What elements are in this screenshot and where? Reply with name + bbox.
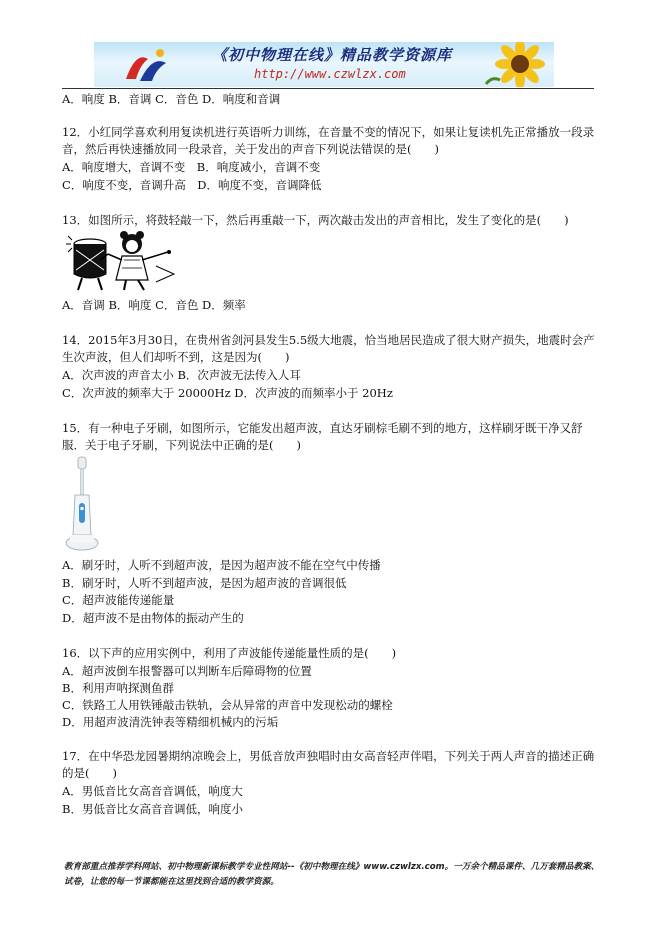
header-divider (62, 88, 594, 89)
question-12-options-cd: C．响度不变，音调升高 D．响度不变，音调降低 (62, 178, 322, 192)
prev-answer-options: A．响度 B．音调 C．音色 D．响度和音调 (62, 92, 281, 106)
header-banner (94, 42, 554, 87)
question-17-option-b: B．男低音比女高音音调低，响度小 (62, 802, 243, 816)
question-14-options-ab: A．次声波的声音太小 B．次声波无法传入人耳 (62, 368, 301, 382)
question-16-option-a: A．超声波倒车报警器可以判断车后障碍物的位置 (62, 664, 312, 678)
question-16-option-d: D．用超声波清洗钟表等精细机械内的污垢 (62, 715, 279, 729)
electric-toothbrush-figure (64, 455, 104, 555)
sunflower-icon (482, 42, 552, 87)
drum-girl-figure (64, 230, 176, 292)
question-17-option-a: A．男低音比女高音音调低，响度大 (62, 784, 243, 798)
question-16-option-b: B．利用声呐探测鱼群 (62, 681, 174, 695)
footer-text: 教育部重点推荐学科网站、初中物理新课标教学专业性网站--《初中物理在线》www.czwlzx.com。一万余个精品课件、几万套精品教案、试卷，让您的每一节课都能在这里找到合适的教学资源。 (64, 862, 600, 887)
question-14-options-cd: C．次声波的频率大于 20000Hz D．次声波的而频率小于 20Hz (62, 386, 393, 400)
question-15-stem: 15．有一种电子牙刷，如图所示，它能发出超声波，直达牙刷棕毛刷不到的地方，这样刷牙既干净又舒服．关于电子牙刷，下列说法中正确的是( ) (62, 421, 583, 452)
question-16-stem: 16．以下声的应用实例中，利用了声波能传递能量性质的是( ) (62, 646, 397, 660)
question-17-stem: 17．在中华恐龙园暑期纳凉晚会上，男低音放声独唱时由女高音轻声伴唱，下列关于两人声音的描述正确的是( ) (62, 749, 595, 780)
question-12-stem: 12．小红同学喜欢利用复读机进行英语听力训练，在音量不变的情况下，如果让复读机先正常播放一段录音，然后再快速播放同一段录音，关于发出的声音下列说法错误的是( ) (62, 125, 595, 156)
site-logo-icon (122, 45, 172, 85)
banner-url[interactable]: http://www.czwlzx.com (254, 67, 406, 81)
question-16-option-c: C．铁路工人用铁锤敲击铁轨，会从异常的声音中发现松动的螺栓 (62, 698, 393, 712)
banner-title: 《初中物理在线》精品教学资源库 (212, 46, 453, 64)
question-15-option-d: D．超声波不是由物体的振动产生的 (62, 611, 244, 625)
question-14-stem: 14．2015年3月30日，在贵州省剑河县发生5.5级大地震，恰当地居民造成了很大财产损失，地震时会产生次声波，但人们却听不到，这是因为( ) (62, 333, 595, 364)
question-15-option-a: A．刷牙时，人听不到超声波，是因为超声波不能在空气中传播 (62, 558, 381, 572)
question-15-option-b: B．刷牙时，人听不到超声波，是因为超声波的音调很低 (62, 576, 347, 590)
question-12-options-ab: A．响度增大，音调不变 B．响度减小，音调不变 (62, 160, 321, 174)
question-15-option-c: C．超声波能传递能量 (62, 593, 175, 607)
question-13-options: A．音调 B．响度 C．音色 D．频率 (62, 298, 246, 312)
question-13-stem: 13．如图所示，将鼓轻敲一下，然后再重敲一下，两次敲击发出的声音相比，发生了变化的是( ) (62, 213, 569, 227)
